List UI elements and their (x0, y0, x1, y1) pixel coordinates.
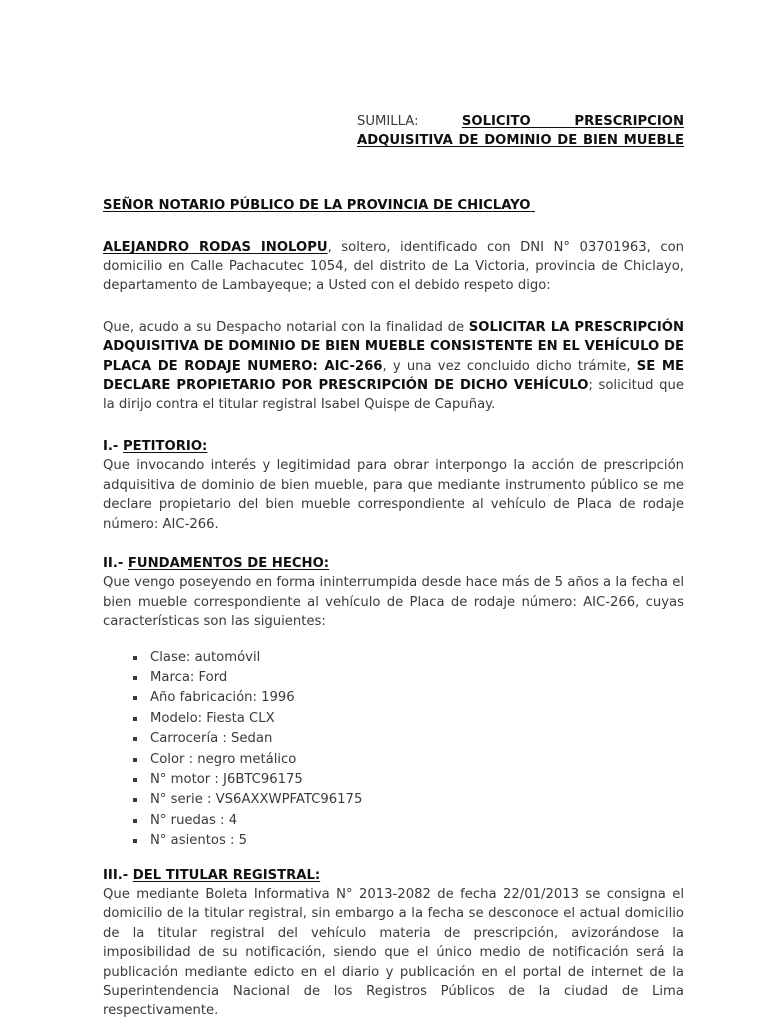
section-number: III.- (103, 867, 133, 883)
addressee-text: SEÑOR NOTARIO PÚBLICO DE LA PROVINCIA DE CHICLAYO (103, 198, 531, 214)
list-item (103, 688, 684, 708)
square-bullet-icon (133, 717, 137, 721)
list-item (103, 709, 684, 729)
section-number: II.- (103, 555, 128, 571)
square-bullet-icon (133, 778, 137, 782)
square-bullet-icon (133, 819, 137, 823)
list-item (103, 831, 684, 851)
square-bullet-icon (133, 758, 137, 762)
request-bold-2: SE ME DECLARE PROPIETARIO POR PRESCRIPCIÓN DE DICHO VEHÍCULO (103, 358, 684, 394)
list-item (103, 668, 684, 688)
section-title: PETITORIO: (122, 438, 208, 454)
list-item (103, 770, 684, 790)
section-heading-fundamentos (103, 554, 684, 573)
list-item (103, 790, 684, 810)
square-bullet-icon (133, 798, 137, 802)
request-tail: ; solicitud que la dirijo contra el titular registral Isabel Quispe de Capuñay. (103, 378, 684, 413)
square-bullet-icon (133, 839, 137, 843)
section-number: I.- (103, 438, 123, 454)
intro-paragraph (103, 238, 684, 296)
square-bullet-icon (133, 737, 137, 741)
list-item-label: Año fabricación: 1996 (150, 690, 295, 706)
sumilla-text: SOLICITO PRESCRIPCION ADQUISITIVA DE DOMINIO DE BIEN MUEBLE (357, 114, 684, 149)
square-bullet-icon (133, 696, 137, 700)
spacer (103, 296, 684, 318)
document-body (103, 112, 684, 1021)
vehicle-characteristics-list (103, 648, 684, 852)
addressee-heading (103, 196, 684, 215)
section-heading-titular-registral (103, 866, 684, 885)
request-lead: Que, acudo a su Despacho notarial con la finalidad de (103, 319, 469, 335)
spacer (103, 534, 684, 554)
list-item-label: N° motor : J6BTC96175 (150, 771, 303, 787)
list-item-label: Color : negro metálico (150, 751, 297, 767)
sumilla-label: SUMILLA: (357, 114, 419, 129)
list-item (103, 648, 684, 668)
spacer (103, 632, 684, 648)
list-item-label: Carrocería : Sedan (150, 731, 273, 747)
section-body-fundamentos: Que vengo poseyendo en forma ininterrumpida desde hace más de 5 años a la fecha el bien mueble correspondiente al vehículo de Placa de rodaje número: AIC-266, cuyas características son las siguientes: (103, 575, 684, 630)
list-item-label: Modelo: Fiesta CLX (150, 710, 275, 726)
section-body-petitorio: Que invocando interés y legitimidad para obrar interpongo la acción de prescripción adquisitiva de dominio de bien mueble, para que mediante instrumento público se me declare propietario del bien mueble correspondiente al vehículo de Placa de rodaje número: AIC-266. (103, 458, 684, 532)
intro-rest: , soltero, identificado con DNI N° 03701963, con domicilio en Calle Pachacutec 1054, del distrito de La Victoria, provincia de Chiclayo, departamento de Lambayeque; a Usted con el debido respeto digo: (103, 239, 684, 294)
request-mid-1: , y una vez concluido dicho trámite, (382, 358, 637, 374)
spacer (103, 415, 684, 437)
square-bullet-icon (133, 656, 137, 660)
list-item-label: N° serie : VS6AXXWPFATC96175 (150, 792, 363, 808)
list-item-label: Clase: automóvil (150, 649, 261, 665)
section-title: DEL TITULAR REGISTRAL: (132, 867, 321, 883)
list-item-label: N° ruedas : 4 (150, 812, 238, 828)
section-title: FUNDAMENTOS DE HECHO: (127, 555, 330, 571)
list-item (103, 729, 684, 749)
list-item (103, 750, 684, 770)
sumilla-block (357, 112, 684, 170)
square-bullet-icon (133, 676, 137, 680)
request-bold-1: SOLICITAR LA PRESCRIPCIÓN ADQUISITIVA DE DOMINIO DE BIEN MUEBLE CONSISTENTE EN EL VEHÍCULO DE PLACA DE RODAJE NUMERO: AIC-266 (103, 319, 684, 374)
list-item-label: N° asientos : 5 (150, 833, 248, 849)
spacer (103, 852, 684, 866)
list-item-label: Marca: Ford (150, 669, 228, 685)
petitioner-name: ALEJANDRO RODAS INOLOPU (103, 239, 328, 255)
section-body-titular-registral: Que mediante Boleta Informativa N° 2013-2082 de fecha 22/01/2013 se consigna el domicilio de la titular registral, sin embargo a la fecha se desconoce el actual domicilio de la titular registral del vehículo materia de prescripción, avizorándose la imposibilidad de su notificación, siendo que el único medio de notificación será la publicación mediante edicto en el diario y publicación en el portal de internet de la Superintendencia Nacional de los Registros Públicos de la ciudad de Lima respectivamente. (103, 887, 684, 1019)
request-paragraph (103, 318, 684, 415)
section-heading-petitorio (103, 437, 684, 456)
list-item (103, 811, 684, 831)
